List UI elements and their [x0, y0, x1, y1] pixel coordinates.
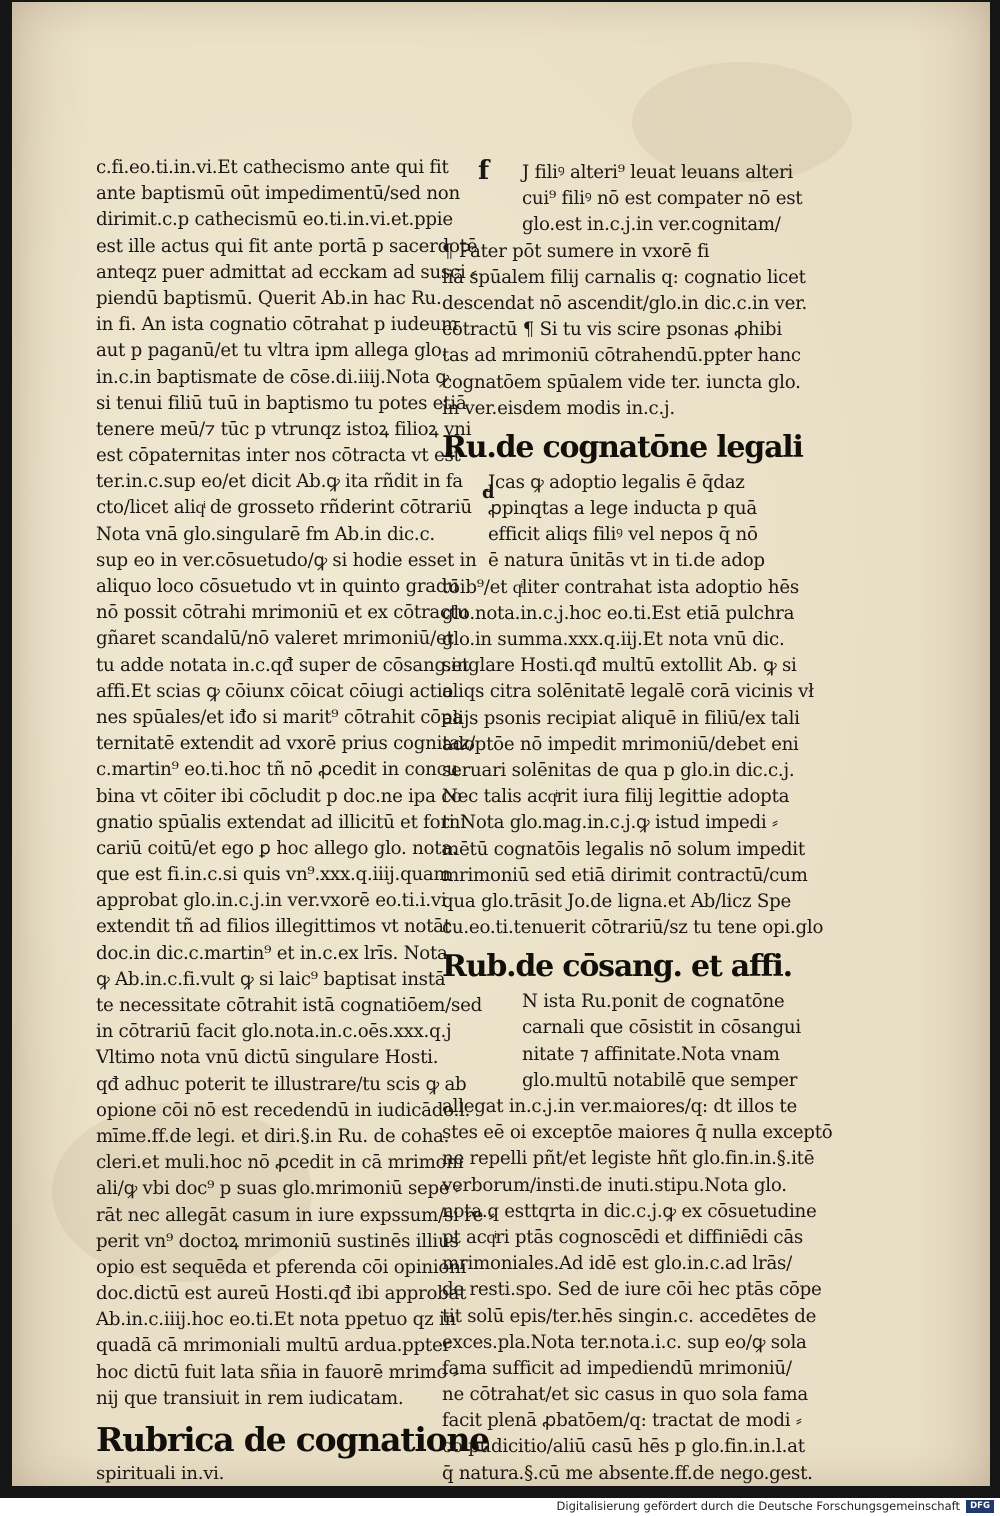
text-line: ꝓpinqtas a lege inducta p quā [488, 498, 757, 520]
text-line: glo.multū notabilē que semper [522, 1069, 798, 1091]
section-consanguinitate-text [442, 989, 833, 1487]
text-line: approbat glo.in.c.j.in ver.vxorē eo.ti.i.vi [96, 890, 447, 912]
intro-paragraph [442, 160, 808, 422]
text-line: tenere meū/⁊ tūc p vtrunqz istoꝝ filioꝝ vni [96, 418, 472, 440]
text-line: stes eē oi exceptōe maiores q̄ nulla exceptō [442, 1122, 833, 1144]
text-line: liā spūalem filij carnalis q: cognatio licet [442, 266, 806, 288]
text-line: in.c.in baptismate de cōse.di.iiij.Nota ꝙ [96, 366, 449, 388]
rubric-cognatione-legali: Ru.de cognatōne legali [442, 429, 803, 465]
rubric-consanguinitate: Rub.de cōsang. et affi. [442, 949, 792, 985]
text-line: opione cōi nō est recedendū in iudicādo.l. [96, 1099, 471, 1121]
text-line: seruari solēnitas de qua p glo.in dic.c.j. [442, 759, 795, 781]
text-line: Ab.in.c.iiij.hoc eo.ti.Et nota ppetuo qz in [96, 1309, 456, 1331]
text-line: que est fi.in.c.si quis vn⁹.xxx.q.iiij.quam [96, 864, 451, 886]
text-line: tas ad mrimoniū cōtrahendū.ppter hanc [442, 345, 801, 367]
text-line: cto/licet aliqͥ de grosseto rñderint cōtrariū [96, 497, 472, 519]
text-line: glo.est in.c.j.in ver.cognitam/ [522, 214, 781, 236]
text-line: nitate ⁊ affinitate.Nota vnam [522, 1043, 780, 1065]
text-line: te necessitate cōtrahit istā cognatiōem/sed [96, 995, 482, 1016]
text-line: c.fi.eo.ti.in.vi.Et cathecismo ante qui fit [96, 157, 449, 178]
text-line: ē natura ūnitās vt in ti.de adop [488, 550, 765, 572]
text-line: J filiꝰ alteri⁹ leuat leuans alteri [522, 162, 793, 183]
text-line: cognatōem spūalem vide ter. iuncta glo. [442, 371, 801, 393]
text-line: nes spūales/et iđo si marit⁹ cōtrahit cōpa [96, 706, 463, 728]
text-line: glo.nota.in.c.j.hoc eo.ti.Est etiā pulchra [442, 602, 795, 624]
text-line: singlare Hosti.qđ multū extollit Ab. ꝙ si [442, 655, 797, 677]
text-line: ti.Nota glo.mag.in.c.j.ꝙ istud impedi ⸗ [442, 812, 778, 834]
rubric-subtitle: spirituali in.vi. [96, 1463, 225, 1484]
text-line: verborum/insti.de inuti.stipu.Nota glo. [442, 1174, 787, 1196]
text-line: affi.Et scias ꝙ cōiunx cōicat cōiugi actio [96, 680, 454, 702]
text-line: Vltimo nota vnū dictū singulare Hosti. [96, 1047, 439, 1069]
text-line: perit vn⁹ doctoꝝ mrimoniū sustinēs illius [96, 1230, 459, 1252]
text-line: de resti.spo. Sed de iure cōi hec ptās cōpe [442, 1279, 822, 1301]
text-line: exces.pla.Nota ter.nota.i.c. sup eo/ꝙ sola [442, 1331, 807, 1353]
text-line: nij que transiuit in rem iudicatam. [96, 1387, 404, 1409]
text-line: cu.eo.ti.tenuerit cōtrariū/sz tu tene opi.glo [442, 917, 824, 939]
text-line: anteqz puer admittat ad ecckam ad susci ⸗ [96, 261, 477, 283]
text-line: est cōpaternitas inter nos cōtracta vt est [96, 445, 461, 467]
text-line: carnali que cōsistit in cōsangui [522, 1017, 801, 1039]
text-line: ¶ Pater pōt sumere in vxorē fi [442, 240, 710, 262]
text-line: aut p paganū/et tu vltra ipm allega glo. [96, 340, 447, 362]
left-column [96, 155, 495, 1486]
text-line: co pudicitio/aliū casū hēs p glo.fin.in.l.at [442, 1436, 805, 1458]
text-line: cōtractū ¶ Si tu vis scire psonas ꝓhibi [442, 319, 782, 341]
text-line: dirimit.c.p cathecismū eo.ti.in.vi.et.ppie [96, 209, 453, 231]
text-line: rāt nec allegāt casum in iure expssum/si re ⸗ [96, 1204, 495, 1226]
text-line: gñaret scandalū/nō valeret mrimoniū/et [96, 628, 454, 650]
text-line: bina vt cōiter ibi cōcludit p doc.ne ipa co [96, 785, 462, 807]
text-line: doc.in dic.c.martin⁹ et in.c.ex lrīs. Nota [96, 942, 448, 964]
text-line: tōib⁹/et qͥliter contrahat ista adoptio hēs [442, 576, 799, 598]
text-line: Nec talis acqͥrit iura filij legittie adopta [442, 786, 790, 808]
dfg-logo: DFG [966, 1500, 994, 1513]
text-line: descendat nō ascendit/glo.in dic.c.in ver. [442, 292, 808, 314]
text-line: doc.dictū est aureū Hosti.qđ ibi approbat [96, 1283, 467, 1305]
text-line: mrimoniū sed etiā dirimit contractū/cum [442, 864, 808, 886]
text-line: qđ adhuc poterit te illustrare/tu scis ꝙ ab [96, 1073, 467, 1095]
text-line: ne cōtrahat/et sic casus in quo sola fama [442, 1384, 808, 1406]
section-legalis-text [442, 470, 824, 941]
text-line: piendū baptismū. Querit Ab.in hac Ru. [96, 287, 442, 309]
text-line: si tenui filiū tuū in baptismo tu potes etiā [96, 392, 467, 414]
text-line: in ver.eisdem modis in.c.j. [442, 397, 675, 419]
text-line: N ista Ru.ponit de cognatōne [522, 991, 785, 1013]
left-column-text [96, 155, 495, 1412]
text-line: nota.q esttqrta in dic.c.j.ꝙ ex cōsuetudine [442, 1200, 817, 1222]
margin-mark-d: d [482, 481, 495, 503]
text-line: adoptōe nō impedit mrimoniū/debet eni [442, 733, 799, 755]
rubric-cognatione-spirituali: Rubrica de cognatione [96, 1420, 490, 1459]
footer-bar [0, 1498, 1000, 1516]
text-line: hoc dictū fuit lata sñia in fauorē mrimo ⸗ [96, 1361, 459, 1383]
right-column [442, 160, 833, 1487]
text-line: mrimoniales.Ad idē est glo.in.c.ad lrās/ [442, 1253, 793, 1275]
text-line: qua glo.trāsit Jo.de ligna.et Ab/licz Spe [442, 890, 791, 912]
text-line: ali/ꝙ vbi doc⁹ p suas glo.mrimoniū sepe ⸗ [96, 1178, 461, 1200]
text-line: c.martin⁹ eo.ti.hoc tñ nō ꝓcedit in concu [96, 759, 459, 781]
text-line: ter.in.c.sup eo/et dicit Ab.ꝙ ita rñdit in fa [96, 471, 463, 493]
text-line: ante baptismū oūt impedimentū/sed non [96, 183, 460, 205]
text-line: quadā cā mrimoniali multū ardua.ppter [96, 1335, 451, 1357]
text-line: cariū coitū/et ego ꝑ hoc allego glo. nota. [96, 837, 458, 859]
text-line: cui⁹ filiꝰ nō est compater nō est [522, 188, 803, 210]
text-line: aliquo loco cōsuetudo vt in quinto gradu [96, 576, 459, 597]
footer-credit: Digitalisierung gefördert durch die Deutsche Forschungsgemeinschaft [556, 1499, 960, 1513]
text-line: glo.in summa.xxx.q.iij.Et nota vnū dic. [442, 629, 785, 650]
text-line: opio est sequēda et pferenda cōi opinioni [96, 1256, 467, 1278]
text-line: q̄ natura.§.cū me absente.ff.de nego.gest. [442, 1462, 813, 1484]
text-line: tu adde notata in.c.qđ super de cōsang.et [96, 654, 469, 676]
text-line: facit plenā ꝓbatōem/q: tractat de modi ⸗ [442, 1410, 802, 1432]
text-line: cleri.et muli.hoc nō ꝓcedit in cā mrimoni [96, 1152, 464, 1174]
text-line: nō possit cōtrahi mrimoniū et ex cōtractu [96, 602, 469, 624]
text-line: mētū cognatōis legalis nō solum impedit [442, 838, 805, 860]
text-line: in fi. An ista cognatio cōtrahat p iudeum [96, 314, 459, 336]
text-line: ternitatē extendit ad vxorē prius cognitaz/ [96, 733, 476, 755]
text-line: in cōtrariū facit glo.nota.in.c.oēs.xxx.q.j [96, 1021, 452, 1043]
text-line: sup eo in ver.cōsuetudo/ꝙ si hodie esset in [96, 549, 477, 571]
text-line: alijs psonis recipiat aliquē in filiū/ex tali [442, 707, 800, 729]
text-line: gnatio spūalis extendat ad illicitū et forni [96, 811, 466, 833]
section-legalis [442, 470, 824, 941]
text-line: aliqs citra solēnitatē legalē corā vicinis vł [442, 681, 814, 703]
text-line: allegat in.c.j.in ver.maiores/q: dt illos te [442, 1096, 797, 1117]
text-line: pt acqͥri ptās cognoscēdi et diffiniēdi cās [442, 1226, 804, 1248]
text-line: extendit tñ ad filios illegittimos vt notāt [96, 916, 451, 938]
text-line: Jcas ꝙ adoptio legalis ē q̄daz [488, 471, 745, 493]
text-line: mīme.ff.de legi. et diri.§.in Ru. de coha. [96, 1125, 450, 1147]
text-line: ne repelli pñt/et legiste hñt glo.fin.in.§.itē [442, 1148, 815, 1170]
text-line: ꝙ Ab.in.c.fi.vult ꝙ si laic⁹ baptisat instā [96, 968, 446, 990]
text-line: fama sufficit ad impediendū mrimoniū/ [442, 1357, 792, 1379]
margin-mark-f: f [478, 156, 490, 186]
text-line: Nota vnā glo.singularē fm Ab.in dic.c. [96, 523, 435, 545]
text-line: efficit aliqs filiꝰ vel nepos q̄ nō [488, 524, 758, 546]
text-line: tit solū epis/ter.hēs singin.c. accedētes de [442, 1305, 817, 1327]
text-line: est ille actus qui fit ante portā p sacerdotē [96, 235, 478, 257]
